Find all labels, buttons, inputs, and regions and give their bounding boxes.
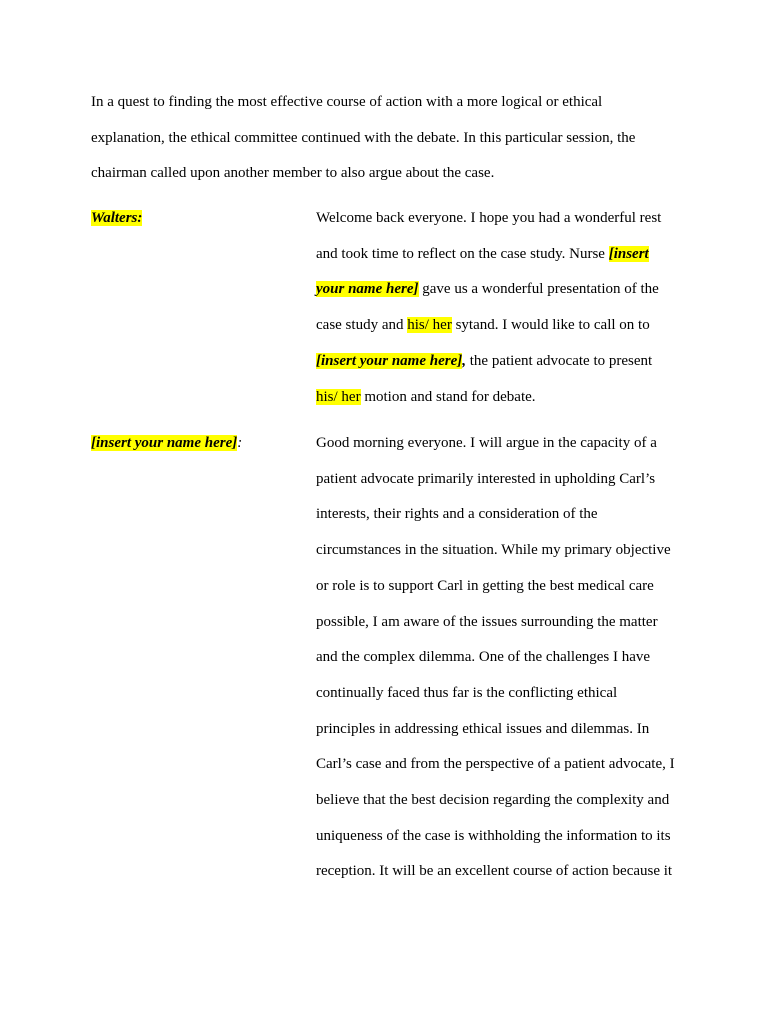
speech-line: uniqueness of the case is withholding the information to its: [316, 827, 671, 844]
speech-text: motion and stand for debate.: [360, 388, 536, 405]
pronoun-highlight: his/ her: [407, 317, 452, 334]
speech-comma: ,: [462, 352, 466, 369]
speech-text: the patient advocate to present: [466, 352, 653, 369]
speaker-label-walters: [91, 201, 142, 237]
speaker-name: [insert your name here]: [91, 435, 238, 451]
speech-advocate: [316, 426, 684, 890]
speech-line: reception. It will be an excellent course of action because it: [316, 863, 673, 880]
intro-line: chairman called upon another member to also argue about the case.: [91, 165, 495, 182]
speech-text: case study and: [316, 317, 408, 334]
placeholder-highlight: [insert your name here]: [316, 352, 463, 369]
speech-text: sytand. I would like to call on to: [451, 317, 650, 334]
pronoun-highlight: his/ her: [316, 388, 361, 405]
speech-line: principles in addressing ethical issues and dilemmas. In: [316, 720, 650, 737]
speaker-label-advocate: [91, 426, 242, 462]
speech-line: Good morning everyone. I will argue in the capacity of a: [316, 435, 657, 451]
speaker-colon: :: [237, 435, 243, 451]
speech-line: continually faced thus far is the conflicting ethical: [316, 684, 618, 701]
placeholder-highlight: [insert: [608, 245, 649, 262]
speech-walters: [316, 201, 684, 415]
intro-line: explanation, the ethical committee continued with the debate. In this particular session, the: [91, 129, 636, 146]
speech-text: gave us a wonderful presentation of the: [418, 281, 659, 298]
placeholder-highlight: your name here]: [316, 281, 419, 298]
intro-paragraph: [91, 85, 681, 192]
speech-line: Carl’s case and from the perspective of a patient advocate, I: [316, 756, 675, 773]
speech-line: circumstances in the situation. While my primary objective: [316, 542, 671, 559]
speech-line: interests, their rights and a consideration of the: [316, 506, 598, 523]
speaker-name: Walters:: [91, 210, 143, 226]
speech-text: and took time to reflect on the case study. Nurse: [316, 245, 609, 262]
intro-line: In a quest to finding the most effective course of action with a more logical or ethical: [91, 94, 603, 110]
speech-line: and the complex dilemma. One of the challenges I have: [316, 649, 651, 666]
speech-line: Welcome back everyone. I hope you had a wonderful rest: [316, 210, 662, 226]
speech-line: or role is to support Carl in getting the best medical care: [316, 577, 654, 594]
speech-line: possible, I am aware of the issues surrounding the matter: [316, 613, 658, 630]
speech-line: patient advocate primarily interested in upholding Carl’s: [316, 470, 656, 487]
speech-line: believe that the best decision regarding the complexity and: [316, 792, 670, 809]
